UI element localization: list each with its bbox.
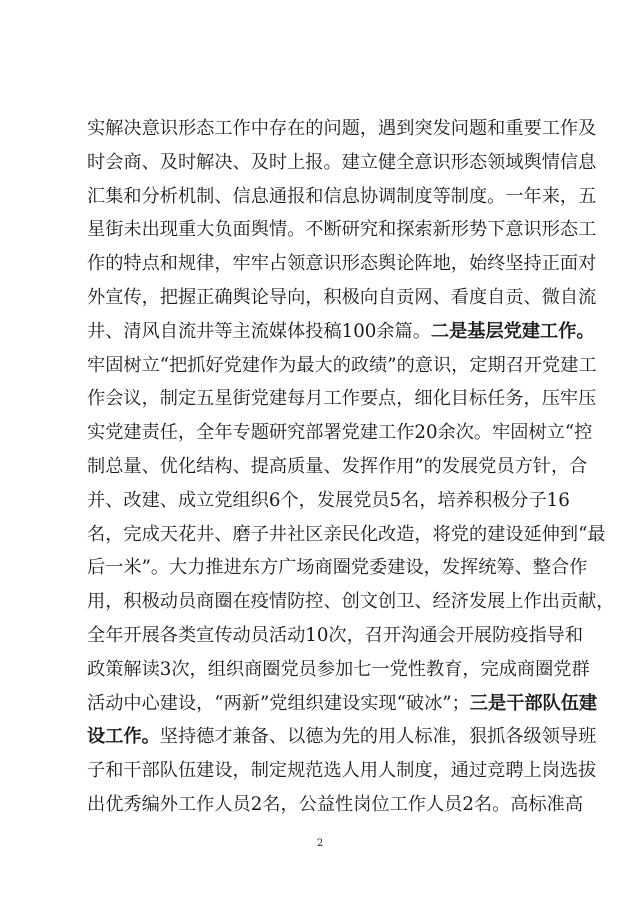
- text-segment: 汇集和分析机制、信息通报和信息协调制度等制度。一年来，五: [87, 185, 597, 207]
- text-segment: 作会议，制定五星街党建每月工作要点，细化目标任务，压牢压: [87, 388, 597, 410]
- text-segment: 制总量、优化结构、提高质量、发挥作用”的发展党员方针，合: [87, 455, 588, 477]
- text-segment: 作的特点和规律，牢牢占领意识形态舆论阵地，始终坚持正面对: [87, 253, 597, 275]
- bold-heading-text: 三是干部队伍建: [469, 692, 598, 714]
- text-line: [87, 518, 606, 552]
- text-segment: 星街未出现重大负面舆情。不断研究和探索新形势下意识形态工: [87, 219, 597, 241]
- text-line: [87, 788, 584, 822]
- body-text: [87, 112, 615, 822]
- text-line: [87, 349, 597, 383]
- text-line: [87, 754, 597, 788]
- text-line: [87, 416, 593, 450]
- text-line: [87, 247, 597, 281]
- bold-heading-text: 二是基层党建工作。: [430, 320, 595, 342]
- text-segment: 全年开展各类宣传动员活动10次，召开沟通会开展防疫指导和: [87, 624, 584, 646]
- text-segment: 井、清风自流井等主流媒体投稿100余篇。: [87, 320, 431, 342]
- bold-heading-text: 设工作。: [87, 726, 160, 748]
- text-segment: 坚持德才兼备、以德为先的用人标准，狠抓各级领导班: [159, 726, 597, 748]
- text-segment: 并、改建、成立党组织6个，发展党员5名，培养积极分子16: [87, 489, 570, 511]
- text-segment: 时会商、及时解决、及时上报。建立健全意识形态领域舆情信息: [87, 151, 597, 173]
- text-line: [87, 315, 595, 349]
- text-segment: 实解决意识形态工作中存在的问题，遇到突发问题和重要工作及: [87, 118, 597, 139]
- text-segment: 子和干部队伍建设，制定规范选人用人制度，通过竞聘上岗选拔: [87, 760, 597, 782]
- text-segment: 政策解读3次，组织商圈党员参加七一党性教育，完成商圈党群: [87, 658, 590, 680]
- text-segment: 外宣传，把握正确舆论导向，积极向自贡网、看度自贡、微自流: [87, 286, 597, 308]
- text-line: [87, 484, 570, 518]
- text-line: [87, 112, 597, 146]
- text-line: [87, 146, 597, 180]
- text-line: [87, 619, 584, 653]
- text-segment: 用，积极动员商圈在疫情防控、创文创卫、经济发展上作出贡献，: [87, 591, 615, 613]
- text-line: [87, 213, 597, 247]
- text-line: [87, 450, 588, 484]
- text-line: [87, 382, 597, 416]
- text-line: [87, 281, 597, 315]
- text-line: [87, 180, 597, 214]
- text-line: [87, 551, 588, 585]
- text-segment: 实党建责任，全年专题研究部署党建工作20余次。牢固树立“控: [87, 422, 593, 444]
- page-number: 2: [316, 838, 324, 849]
- text-segment: 出优秀编外工作人员2名，公益性岗位工作人员2名。高标准高: [87, 793, 584, 815]
- text-line: [87, 653, 590, 687]
- text-segment: 牢固树立“把抓好党建作为最大的政绩”的意识，定期召开党建工: [87, 354, 597, 376]
- text-line: [87, 687, 598, 721]
- text-segment: 名，完成天花井、磨子井社区亲民化改造，将党的建设延伸到“最: [87, 523, 606, 545]
- text-segment: 活动中心建设，“两新”党组织建设实现“破冰”；: [87, 692, 470, 714]
- text-line: [87, 720, 597, 754]
- text-segment: 后一米”。大力推进东方广场商圈党委建设，发挥统筹、整合作: [87, 557, 588, 579]
- text-line: [87, 585, 615, 619]
